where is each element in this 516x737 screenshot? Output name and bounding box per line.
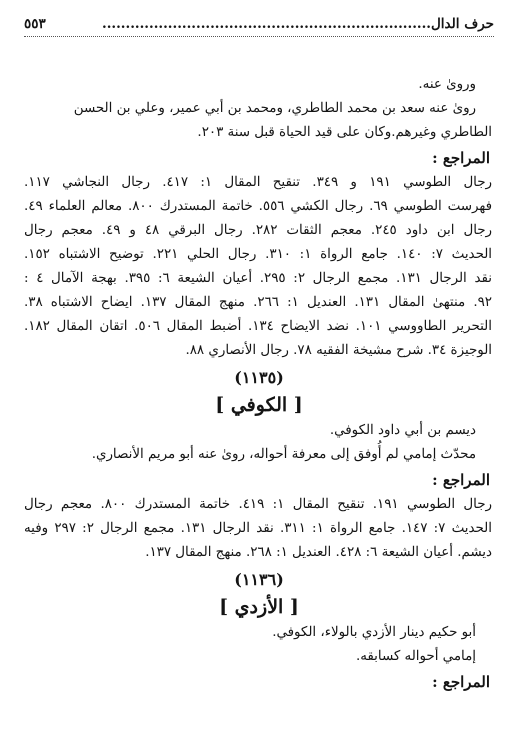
entry-line: أبو حكيم دينار الأزدي بالولاء، الكوفي.	[272, 625, 476, 640]
entry-number: (١١٣٥)	[234, 368, 284, 387]
references-heading: المراجع :	[432, 149, 490, 167]
entry-title: [ الأزدي ]	[219, 596, 299, 618]
reference-line: التحرير الطاووسي ١٠١. نضد الايضاح ١٣٤. أضبط المقال ٥٠٦. اتقان المقال ١٨٢.	[24, 319, 492, 334]
entry-line: محدّث إمامي لم أُوفق إلى معرفة أحواله، روىٰ عنه أبو مريم الأنصاري.	[91, 447, 476, 462]
reference-line: نقد الرجال ١٣١. مجمع الرجال ٢: ٢٩٥. أعيان الشيعة ٦: ٣٩٥. بهجة الآمال ٤ :	[24, 271, 492, 286]
document-page	[24, 14, 494, 729]
reference-line: رجال الطوسي ١٩١ و ٣٤٩. تنقيح المقال ١: ٤١٧. رجال النجاشي ١١٧.	[24, 175, 492, 190]
references-heading: المراجع :	[432, 673, 490, 691]
entry-line: ديسم بن أبي داود الكوفي.	[329, 423, 476, 438]
intro-line: وروىٰ عنه.	[418, 77, 476, 92]
chapter-title: حرف الدال......................................................................	[102, 16, 494, 32]
reference-line: رجال ابن داود ٢٤٥. معجم الثقات ٢٨٢. رجال البرقي ٤٨ و ٤٩. معجم رجال	[24, 223, 493, 238]
entry-number: (١١٣٦)	[234, 570, 284, 589]
reference-line: ديشم. أعيان الشيعة ٦: ٤٢٨. العنديل ١: ٢٦٨. منهج المقال ١٣٧.	[145, 545, 492, 560]
page-number: ٥٥٣	[24, 16, 46, 32]
page-header	[24, 14, 494, 37]
intro-line: الطاطري وغيرهم.وكان على قيد الحياة قبل سنة ٢٠٣.	[197, 125, 492, 140]
reference-line: رجال الطوسي ١٩١. تنقيح المقال ١: ٤١٩. خاتمة المستدرك ٨٠٠. معجم رجال	[24, 497, 492, 512]
reference-line: ٩٢. منتهىٰ المقال ١٣١. العنديل ١: ٢٦٦. منهج المقال ١٣٧. ايضاح الاشتباه ٣٨.	[24, 295, 492, 310]
intro-line: روىٰ عنه سعد بن محمد الطاطري، ومحمد بن أبي عمير، وعلي بن الحسن	[73, 101, 476, 116]
entry-title: [ الكوفي ]	[215, 394, 303, 416]
reference-line: الحديث ٧: ١٤٠. جامع الرواة ١: ٣١٠. رجال الحلي ٢٢١. توضيح الاشتباه ١٥٢.	[24, 247, 493, 262]
page-content	[24, 37, 494, 695]
reference-line: فهرست الطوسي ٦٩. رجال الكشي ٥٥٦. خاتمة المستدرك ٨٠٠. معالم العلماء ٤٩.	[24, 199, 492, 214]
reference-line: الحديث ٧: ١٤٧. جامع الرواة ١: ٣١١. نقد الرجال ١٣١. مجمع الرجال ٢: ٢٩٧ وفيه	[24, 521, 492, 536]
references-heading: المراجع :	[432, 471, 490, 489]
entry-line: إمامي أحواله كسابقه.	[355, 649, 476, 664]
reference-line: الوجيزة ٣٤. شرح مشيخة الفقيه ٧٨. رجال الأنصاري ٨٨.	[185, 343, 492, 358]
